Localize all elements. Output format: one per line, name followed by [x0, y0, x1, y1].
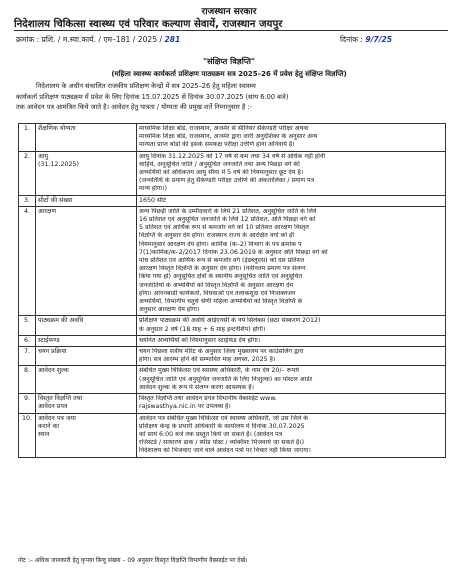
row-number: 3.	[19, 195, 36, 206]
row-value-line: (अनुसूचित जाति एवं अनुसूचित जनजाति के लिए निःशुल्क) का पोस्टल आर्डर	[139, 375, 313, 383]
row-value-line: नियमानुसार आरक्षण देय होगा। कार्मिक (क–2) विभाग के पत्र क्रमांक प	[139, 240, 302, 248]
row-value-line: विज्ञप्ति के अनुसार देय होगा। राजस्थान राज्य के आरक्षित वर्गो को ही	[139, 232, 294, 240]
government-name: राजस्थान सरकार	[201, 7, 257, 17]
row-value-line: चाहिये, अनुसूचित जाति / अनुसूचित जनजाति तथा अन्य पिछड़ा वर्ग की	[139, 160, 300, 168]
row-value-line: के अनुसार 2 वर्ष (18 माह + 6 माह इन्टर्नशिप) होगी।	[139, 325, 266, 333]
row-value-line: आयु दिनांक 31.12.2025 को 17 वर्ष से कम तथा 34 वर्ष से अधिक नहीं होनी	[139, 152, 325, 160]
row-value-line: अभ्यर्थियों को अधिकतम आयु सीमा में 5 वर्ष की नियमानुसार छूट देय है।	[139, 169, 304, 177]
row-value-line: होगा। आंगनबाडी कार्यकर्ता, विधवाओं एवं तलाकशुदा एवं निःशक्तजन	[139, 289, 296, 297]
row-value-line: प्रशिक्षण केन्द्र के प्रभारी अधिकारी के कार्यालय में दिनांक 30.07.2025	[139, 422, 305, 430]
row-number: 8.	[19, 366, 36, 394]
intro-line: तक आवेदन पत्र आमंत्रित किये जाते है। आवेदन हेतु पात्रता / योग्यता की प्रमुख शर्ते निम्नानुसार है :-	[16, 103, 253, 112]
row-value	[137, 335, 446, 346]
row-value	[137, 347, 446, 366]
row-value-line: जनजातियों के अभ्यर्थियों को विस्तृत विज्ञप्ति के अनुसार आरक्षण देय	[139, 281, 294, 289]
footnote: नोट :– अधिक जानकारी हेतु कृपया बिन्दु संख्या – 09 अनुसार विस्तृत विज्ञप्ति विभागीय वैबसाईट पर देखें।	[18, 557, 248, 564]
table-row	[19, 335, 446, 346]
row-label: पाठ्यक्रम की अवधि	[36, 316, 137, 335]
row-value-line: निदेशालय को भिजवाए जाने वाले आवेदन पत्रों पर विचार नहीं किया जाएगा।	[139, 447, 311, 455]
reference-prefix: क्रमांक : प्रशि. / म.स्वा.कार्य. / एम–181 / 2025 /	[16, 35, 163, 44]
row-value	[137, 195, 446, 206]
row-label: आवेदन शुल्क	[36, 366, 137, 394]
row-value-line: किया गया हो) अनुसूचित क्षेत्रों के स्थानीय अनुसूचित जाति एवं अनुसूचित	[139, 273, 303, 281]
table-row	[19, 413, 446, 457]
row-number: 5.	[19, 316, 36, 335]
row-value-line: रजिस्टर्ड / साधारण डाक / स्पीड पोस्ट / व्यक्तिशः भिजवाये जा सकते है।)	[139, 439, 305, 447]
table-row	[19, 316, 446, 335]
row-number: 10.	[19, 413, 36, 457]
date-value: 9/7/25	[365, 35, 393, 44]
row-number: 7.	[19, 347, 36, 366]
row-value-line: अनुसार आरक्षण देय होगा।	[139, 306, 200, 314]
row-value-line: माध्यमिक शिक्षा बोर्ड, राजस्थान, अजमेर द्वारा जारी अनुदेशिका के अनुसार अन्य	[139, 133, 318, 141]
row-number: 4.	[19, 206, 36, 316]
row-number: 6.	[19, 335, 36, 346]
row-value-line: मान्यता प्राप्त बोर्डो की इसके समकक्ष परीक्षा उत्तीर्ण होना अनिवार्य है।	[139, 141, 295, 149]
notice-title: "संक्षिप्त विज्ञप्ति"	[202, 57, 256, 66]
department-name: निदेशालय चिकित्सा स्वास्थ्य एवं परिवार कल्याण सेवायें, राजस्थान जयपुर	[14, 19, 283, 30]
intro-line: निदेशालय के अधीन संचालित राजकीय प्रशिक्षण केन्द्रों में सत्र 2025–26 हेतु महिला स्वास्थ्य	[36, 82, 256, 90]
row-value-line: 5 प्रतिशत एवं आर्थिक रूप से कमजोर वर्ग को 10 प्रतिशत आरक्षण विस्तृत	[139, 224, 309, 232]
table-row	[19, 366, 446, 394]
row-value-line: 1650 सीटे	[139, 196, 167, 204]
table-row	[19, 394, 446, 413]
row-value-line: आवेदन पत्र संबंधित मुख्य चिकित्सा एवं स्वास्थ्य अधिकारी, जो उस जिले के	[139, 414, 309, 422]
row-value	[137, 394, 446, 413]
row-value-line: 7(1)कार्मिक/क–2/2017 दिनांक 23.06.2019 के अनुसार अति पिछड़ा वर्ग को	[139, 248, 328, 256]
row-value-line: को सायं 6:00 बजे तक प्रस्तुत किये जा सकते है। (आवेदन पत्र	[139, 430, 283, 438]
intro-paragraph	[16, 81, 446, 113]
row-label: आवेदन पत्र जमा कराने का स्थान	[36, 413, 137, 457]
row-value	[137, 124, 446, 152]
row-value-line: विस्तृत विज्ञप्ति तथा आवेदन प्रपत्र विभागीय वैबसाईट www.	[139, 395, 277, 403]
row-value-line: आवेदन शुल्क के रूप में संलग्न करना आवश्यक है।	[139, 383, 254, 391]
row-label: सीटों की संख्या	[36, 195, 137, 206]
row-value-line: चयन पिछला सत्रीय मेरिट के अनुसार जिला मुख्यालय पर काउंसलिंग द्वारा	[139, 348, 304, 356]
row-value-line: (जन्मतिथि के प्रमाण हेतु सैकेण्डरी परीक्षा उत्तीर्ण की अंकतालिका / प्रमाण पत्र	[139, 177, 315, 185]
row-value	[137, 151, 446, 195]
row-value	[137, 366, 446, 394]
row-label: शैक्षणिक योग्यता	[36, 124, 137, 152]
date-prefix: दिनांक :	[340, 35, 363, 44]
table-row	[19, 206, 446, 316]
table-row	[19, 195, 446, 206]
row-value-line: पांच प्रतिशत एवं आर्थिक रूप से कमजोर वर्ग (ईडब्लूएस) को दस प्रतिशत	[139, 257, 305, 265]
row-value	[137, 413, 446, 457]
eligibility-table	[18, 123, 446, 458]
row-value-line: प्रशिक्षण पाठ्यक्रम की अवधि आईएनसी के नये सिलेबस (छठा संस्करण 2012)	[139, 317, 321, 325]
row-value-line: 16 प्रतिशत एवं अनुसूचित जनजाति के लिये 12 प्रतिशत, अति पिछड़ा वर्ग को	[139, 216, 316, 224]
reference-line	[16, 35, 180, 45]
row-value-line: चयनित अभ्यर्थियों को नियमानुसार स्टाईफंड देय होगा।	[139, 336, 261, 344]
table-row	[19, 124, 446, 152]
table-row	[19, 347, 446, 366]
row-number: 9.	[19, 394, 36, 413]
row-value-line: आरक्षण विस्तृत विज्ञप्ति के अनुसार देय होगा। (नवीनतम प्रमाण पत्र संलग्न	[139, 265, 306, 273]
date-line	[340, 35, 392, 45]
row-label: विस्तृत विज्ञप्ति तथा आवेदन प्रपत्र	[36, 394, 137, 413]
table-row	[19, 151, 446, 195]
row-label: चयन प्रक्रिया	[36, 347, 137, 366]
reference-number: 281	[164, 35, 181, 44]
row-label: स्टाईफण्ड	[36, 335, 137, 346]
row-value	[137, 206, 446, 316]
notice-subject: (महिला स्वास्थ्य कार्यकर्ता प्रशिक्षण पाठ्यक्रम सत्र 2025–26 में प्रवेश हेतु संक्षिप्त विज्ञप्ति)	[111, 70, 347, 78]
row-value-line: मान्य होगा।)	[139, 185, 167, 193]
row-label: आरक्षण	[36, 206, 137, 316]
header-divider	[14, 30, 448, 31]
row-value-line: अभ्यर्थियों, विभागीय चतुर्थ श्रेणी महिला अभ्यर्थियों को विस्तृत विज्ञप्ति के	[139, 298, 303, 306]
row-value-line: अन्य पिछड़ी जाति के उम्मीदवारों के लिये 21 प्रतिशत, अनुसूचित जाति के लिये	[139, 207, 317, 215]
row-value-line: माध्यमिक शिक्षा बोर्ड, राजस्थान, अजमेर से सीनियर सैकेण्डरी परीक्षा अथवा	[139, 125, 309, 132]
row-number: 1.	[19, 124, 36, 152]
row-value-line: संबंधित मुख्य चिकित्सा एवं स्वास्थ्य अधिकारी, के नाम देय 20/– रूपये	[139, 367, 299, 375]
row-value	[137, 316, 446, 335]
row-label: आयु (31.12.2025)	[36, 151, 137, 195]
intro-line: कार्यकर्ता प्रशिक्षण पाठ्यक्रम में प्रवेश के लिए दिनांक 15.07.2025 से दिनांक 30.07.2025 (सांय 6:00 बजे)	[16, 92, 289, 101]
row-value-line: होगा। सत्र आरम्भ होने की सम्भावित माह अगस्त, 2025 है।	[139, 356, 276, 364]
row-value-line: rajswasthya.nic.in पर उपलब्ध है।	[139, 403, 231, 411]
row-number: 2.	[19, 151, 36, 195]
